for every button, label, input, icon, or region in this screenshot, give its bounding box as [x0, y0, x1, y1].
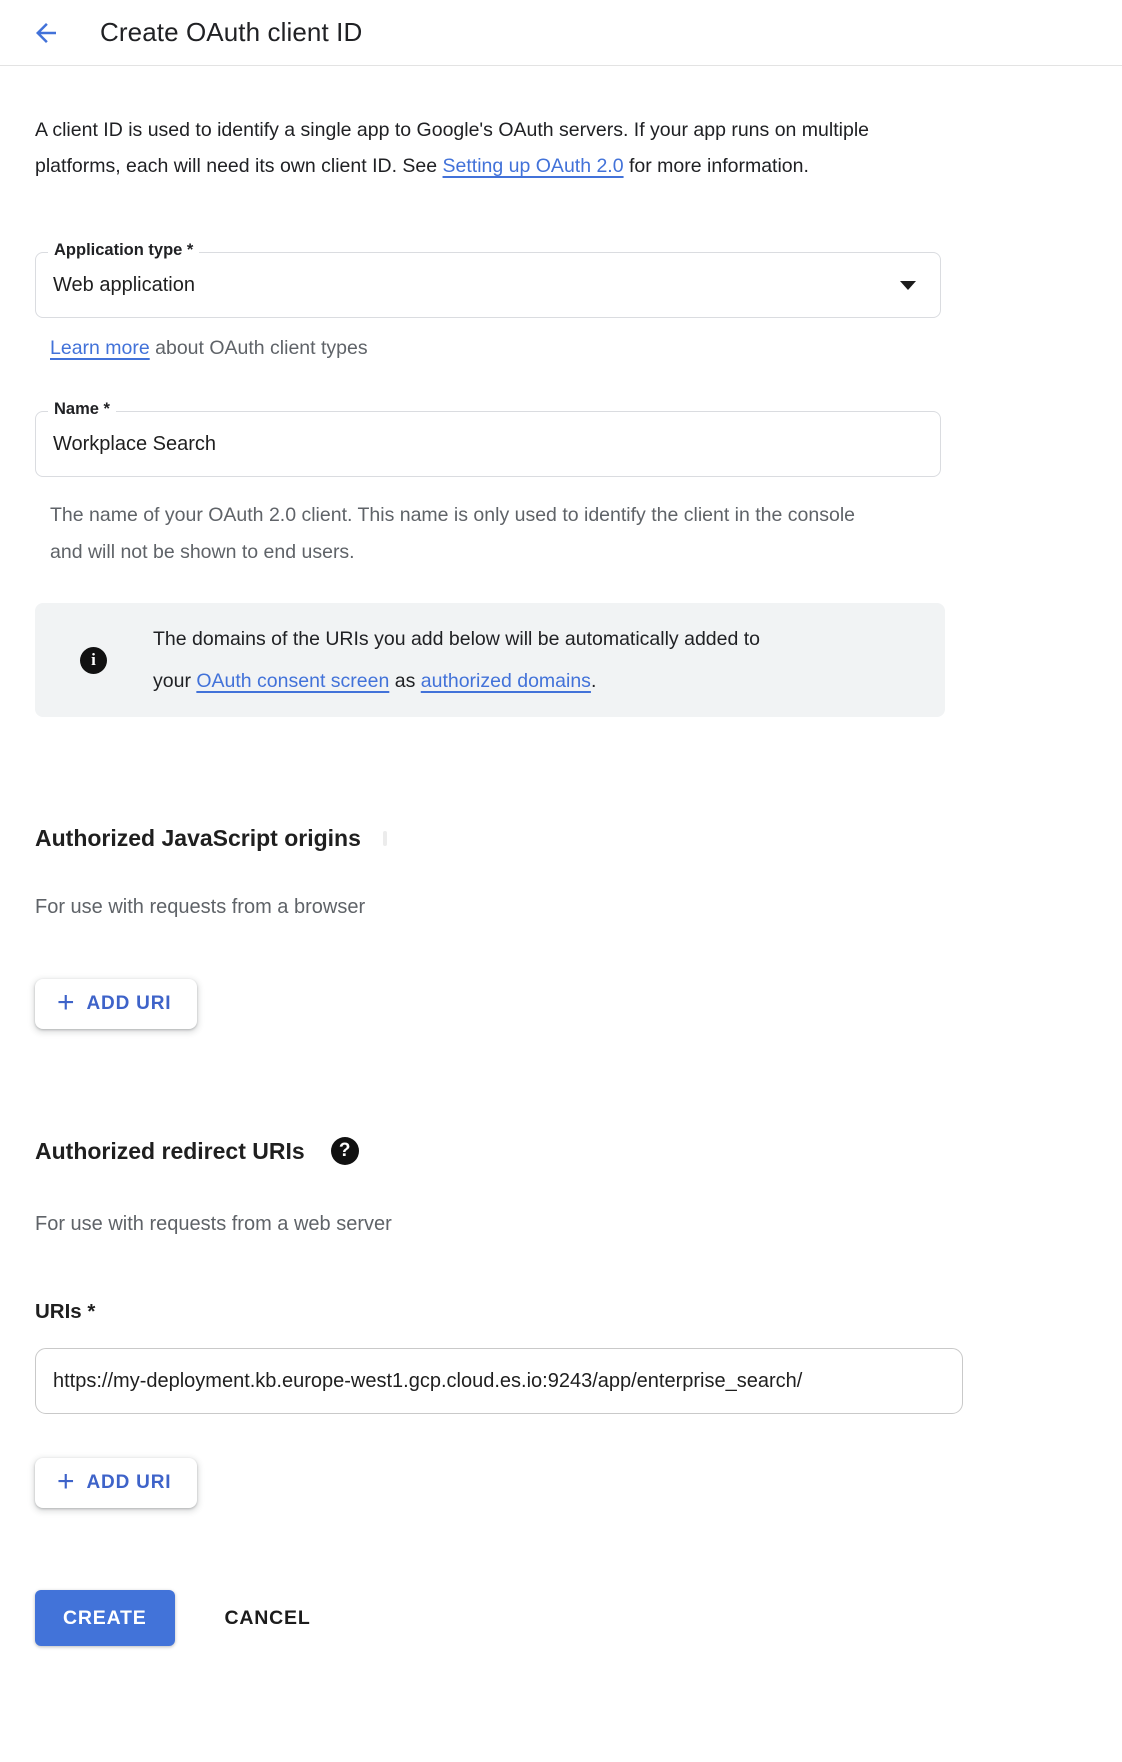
- intro-text-before: A client ID is used to identify a single app to Google's OAuth servers. If your app runs on multiple platforms, each will need its own client ID. See: [35, 119, 869, 177]
- form-actions: [35, 1590, 1122, 1646]
- js-origins-section: [35, 825, 1122, 1029]
- uris-label: URIs *: [35, 1300, 96, 1323]
- authorized-domains-link[interactable]: authorized domains: [420, 670, 591, 692]
- learn-more-link[interactable]: Learn more: [50, 337, 150, 359]
- info-icon: i: [80, 647, 107, 674]
- setting-up-oauth-link[interactable]: Setting up OAuth 2.0: [442, 155, 624, 177]
- name-helper-text: The name of your OAuth 2.0 client. This name is only used to identify the client in the console and will not be shown to end users.: [50, 504, 856, 563]
- page-title: Create OAuth client ID: [100, 17, 363, 47]
- add-js-origin-uri-button[interactable]: [35, 979, 197, 1029]
- plus-icon: +: [57, 1464, 75, 1498]
- back-button[interactable]: [28, 15, 64, 51]
- intro-text: [35, 112, 935, 184]
- help-icon[interactable]: ?: [331, 1137, 359, 1165]
- arrow-left-icon: [31, 18, 61, 48]
- add-uri-button-label: ADD URI: [86, 1472, 172, 1493]
- add-uri-button-label: ADD URI: [86, 993, 172, 1014]
- name-field: [35, 400, 941, 477]
- js-origins-subtext: For use with requests from a browser: [35, 896, 366, 918]
- redirect-uris-heading: [35, 1137, 1122, 1165]
- help-icon-faded: [383, 831, 387, 846]
- info-banner-text: [153, 618, 760, 702]
- banner-line2-after: .: [590, 670, 597, 692]
- js-origins-heading: [35, 825, 1122, 852]
- banner-line2-mid: as: [389, 670, 421, 692]
- info-banner: [35, 603, 945, 717]
- redirect-uris-subtext: For use with requests from a web server: [35, 1213, 392, 1235]
- name-label: Name *: [48, 400, 116, 419]
- intro-text-after: for more information.: [623, 155, 809, 177]
- redirect-uri-field: [35, 1348, 963, 1414]
- cancel-button[interactable]: CANCEL: [224, 1606, 311, 1629]
- oauth-consent-screen-link[interactable]: OAuth consent screen: [196, 670, 390, 692]
- banner-line-2: [153, 660, 760, 702]
- application-type-select[interactable]: [35, 241, 941, 318]
- add-redirect-uri-button[interactable]: [35, 1458, 197, 1508]
- main-content: [0, 112, 1122, 1722]
- application-type-value: Web application: [53, 273, 195, 296]
- create-button[interactable]: CREATE: [35, 1590, 175, 1646]
- redirect-uris-section: [35, 1137, 1122, 1508]
- redirect-uri-input[interactable]: [36, 1349, 962, 1413]
- banner-line-1: The domains of the URIs you add below will be automatically added to: [153, 628, 761, 650]
- plus-icon: +: [57, 985, 75, 1019]
- client-types-help-text: about OAuth client types: [149, 337, 368, 359]
- chevron-down-icon: [900, 281, 916, 290]
- application-type-label: Application type *: [48, 241, 199, 260]
- redirect-uris-heading-text: Authorized redirect URIs: [35, 1137, 305, 1164]
- name-input[interactable]: [36, 412, 940, 476]
- js-origins-heading-text: Authorized JavaScript origins: [35, 825, 361, 851]
- page-header: [0, 0, 1122, 66]
- client-types-help-line: [35, 336, 1122, 360]
- banner-line2-before: your: [153, 670, 197, 692]
